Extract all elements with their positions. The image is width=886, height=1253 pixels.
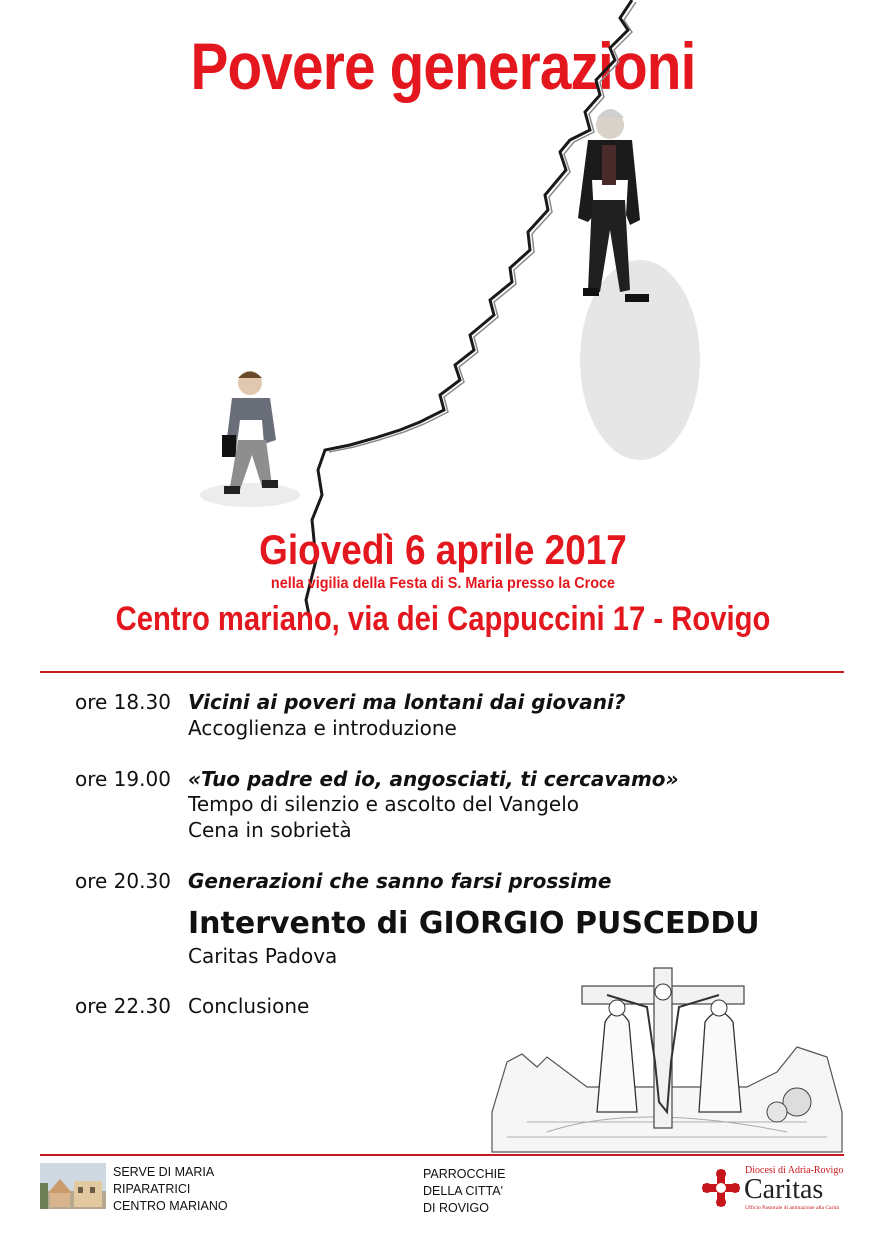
caritas-logo — [701, 1165, 851, 1215]
footer-left-line: RIPARATRICI — [113, 1182, 191, 1196]
divider-bottom — [40, 1154, 844, 1156]
speaker-affiliation: Caritas Padova — [188, 944, 338, 968]
footer-left-line: CENTRO MARIANO — [113, 1199, 228, 1213]
crucifixion-illustration — [487, 962, 847, 1158]
event-venue: Centro mariano, via dei Cappuccini 17 - Rovigo — [115, 600, 771, 638]
program-title: Vicini ai poveri ma lontani dai giovani? — [188, 690, 626, 714]
program-title: «Tuo padre ed io, angosciati, ti cercavamo» — [188, 767, 679, 791]
program-time: ore 20.30 — [75, 869, 171, 893]
poster-title: Povere generazioni — [190, 29, 696, 103]
program-detail: Tempo di silenzio e ascolto del Vangelo — [188, 792, 579, 816]
church-photo — [40, 1163, 106, 1209]
program-time: ore 18.30 — [75, 690, 171, 714]
program-title: Generazioni che sanno farsi prossime — [188, 869, 612, 893]
footer-center — [423, 1166, 505, 1217]
speaker-name: Intervento di GIORGIO PUSCEDDU — [188, 906, 760, 941]
footer-left — [113, 1164, 228, 1215]
child-figure — [222, 371, 278, 494]
event-date: Giovedì 6 aprile 2017 — [259, 526, 627, 573]
program-time: ore 19.00 — [75, 767, 171, 791]
program-time: ore 22.30 — [75, 994, 171, 1018]
divider-top — [40, 671, 844, 673]
program-detail: Accoglienza e introduzione — [188, 716, 457, 740]
event-subtitle: nella vigilia della Festa di S. Maria presso la Croce — [270, 575, 616, 592]
footer-center-line: DELLA CITTA' — [423, 1184, 503, 1198]
footer-center-line: DI ROVIGO — [423, 1201, 489, 1215]
caritas-name: Caritas — [744, 1174, 824, 1205]
caritas-cross-icon — [701, 1168, 741, 1208]
caritas-diocese: Diocesi di Adria-Rovigo — [745, 1165, 844, 1176]
program-title: Conclusione — [188, 994, 310, 1018]
footer-center-line: PARROCCHIE — [423, 1167, 506, 1181]
footer-left-line: SERVE DI MARIA — [113, 1165, 215, 1179]
caritas-office: Ufficio Pastorale di animazione alla Carità — [745, 1205, 839, 1211]
child-shadow — [200, 483, 300, 507]
program-detail: Cena in sobrietà — [188, 818, 352, 842]
